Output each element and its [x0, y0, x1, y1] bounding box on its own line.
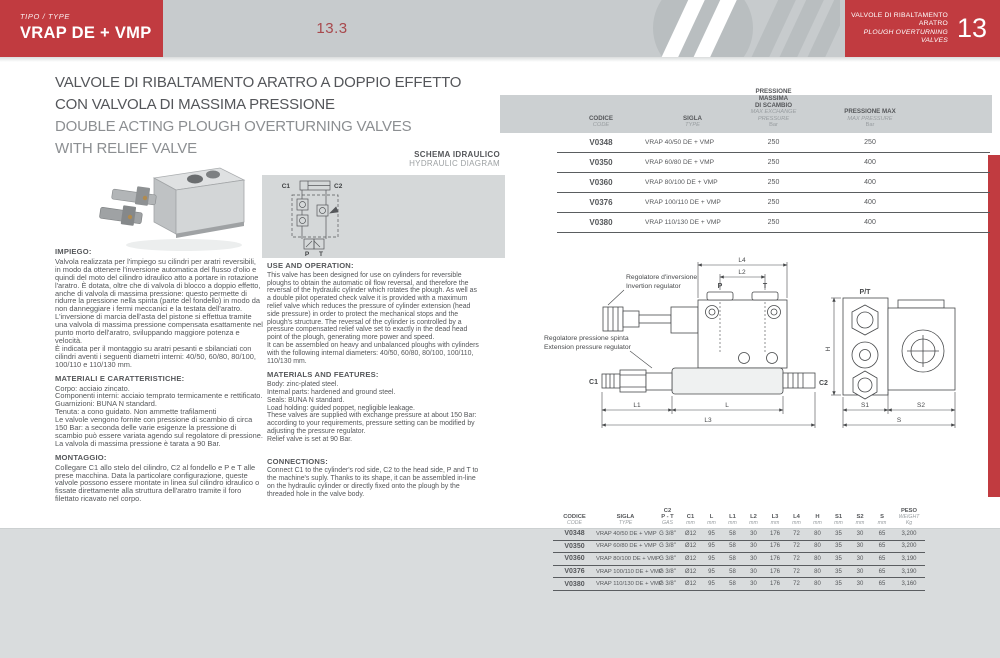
materials-line: Body: zinc-plated steel. [267, 381, 339, 389]
use-paragraph: This valve has been designed for use on cylinders for reversible ploughs to obtain the automatic oil flow reversal, and therefore the reversal of the hydraulic cylinder which rotates the plough. As well as a double pilot operated check valve it is provided with a maximum relief valve which reduces the pressure of cylinder extension (head side pressure) in order to protect the mechanical stops and the plough's structure. The reversal of the cylinder is controlled by a pressure compensated relief valve set to exactly in the dead head point of the plough, generating more power and speed. [267, 271, 477, 342]
dimension-value: 30 [750, 543, 757, 550]
header-main: S [880, 514, 884, 520]
materials-line: Load holding: guided poppet, negligible leakage. [267, 404, 415, 412]
header-sub: mm [770, 520, 780, 526]
header-sub: mm [749, 520, 758, 526]
max-pressure-value: 400 [864, 159, 876, 166]
type-header-block [0, 0, 163, 57]
valve-type: VRAP 40/50 DE + VMP [596, 530, 657, 537]
max-pressure-value: 250 [864, 139, 876, 146]
column-header-code [557, 116, 645, 129]
dim-h-label: H [825, 346, 832, 352]
column-header [764, 514, 786, 526]
header-sub: Kg [905, 520, 913, 526]
header-main: H [815, 514, 820, 520]
valve-code: V0376 [564, 568, 585, 576]
dimension-value: 80 [814, 581, 821, 588]
valve-type: VRAP 80/100 DE + VMP [645, 179, 718, 186]
header-p1-en2: PRESSURE [757, 115, 790, 122]
schema-t-label: T [319, 251, 323, 258]
inversion-regulator-label-en: Invertion regulator [626, 283, 681, 290]
schema-c2-label: C2 [334, 183, 343, 190]
header-sub: mm [855, 520, 865, 526]
valve-type: VRAP 100/110 DE + VMP [596, 568, 663, 575]
header-main: S2 [856, 514, 864, 520]
title-en-line2: WITH RELIEF VALVE [55, 140, 197, 157]
dimension-value: 30 [856, 555, 864, 562]
dim-l-label: L [725, 402, 729, 409]
exchange-pressure-value: 250 [767, 199, 780, 206]
dimension-value: 35 [835, 543, 842, 550]
dimension-value: G 3/8" [659, 568, 676, 575]
column-header [655, 508, 680, 526]
product-photo [92, 154, 270, 259]
connections-heading: CONNECTIONS: [267, 456, 329, 466]
column-header [701, 514, 722, 526]
valve-type: VRAP 60/80 DE + VMP [645, 159, 714, 166]
dimension-value: 65 [878, 530, 886, 537]
schema-label [330, 150, 500, 168]
header-sub: GAS [662, 520, 673, 526]
header-sub: mm [707, 520, 716, 526]
max-pressure-value: 400 [864, 179, 876, 186]
dimension-value: 95 [708, 581, 715, 588]
valve-code: V0360 [564, 555, 585, 563]
column-header-type [645, 116, 740, 129]
dimension-value: G 3/8" [659, 581, 676, 588]
table-row [557, 213, 990, 233]
valve-type: VRAP 100/110 DE + VMP [645, 199, 721, 206]
header-main: SIGLA [616, 514, 635, 520]
materiali-line: Tenuta: a cono guidato. Non ammette trafilamenti [55, 407, 217, 417]
exchange-pressure-value: 250 [767, 219, 780, 226]
technical-drawing [540, 252, 990, 507]
dimension-value: G 3/8" [659, 555, 676, 562]
valve-type: VRAP 60/80 DE + VMP [596, 543, 657, 550]
table-row [553, 566, 925, 579]
top-band [0, 0, 1000, 57]
table-row [557, 153, 990, 173]
valve-type: VRAP 40/50 DE + VMP [645, 139, 714, 146]
materials-line: Relief valve is set at 90 Bar. [267, 435, 353, 443]
dim-s2-label: S2 [917, 402, 925, 409]
dimension-value: 65 [878, 581, 886, 588]
dimension-value: Ø12 [684, 581, 697, 588]
column-header [680, 514, 701, 526]
valve-type: VRAP 80/100 DE + VMP [596, 555, 660, 562]
italian-text-column [55, 248, 263, 507]
dimension-value: 80 [814, 543, 821, 550]
materiali-line: Componenti interni: acciaio temprato termicamente e rettificato. [55, 391, 263, 401]
dim-s1-label: S1 [861, 402, 869, 409]
dimension-value: 72 [793, 568, 800, 575]
column-header [596, 514, 655, 526]
schema-p-label: P [304, 251, 310, 258]
table-row [553, 553, 925, 566]
use-paragraph2: It can be assembled on heavy and unbalanced ploughs with cylinders with the following internal diameters: 40/50, 60/80, 80/100, 100/110, 110/130 mm. [267, 341, 479, 365]
column-header [553, 514, 596, 526]
pressure-regulator-label-it: Regolatore pressione spinta [544, 335, 629, 342]
materiali-heading: MATERIALI E CARATTERISTICHE: [55, 373, 185, 383]
pressure-table-header [500, 88, 992, 133]
header-main: PESO [900, 508, 918, 514]
dimension-value: 80 [814, 555, 821, 562]
dimension-value: 3,190 [901, 555, 917, 562]
dimension-value: 80 [814, 530, 821, 537]
valve-code: V0350 [589, 158, 613, 167]
column-header [871, 514, 893, 526]
dimension-value: 176 [769, 530, 780, 537]
dimension-value: 30 [750, 555, 757, 562]
dimension-value: 176 [769, 555, 780, 562]
dim-l4-label: L4 [738, 257, 746, 264]
table-row [557, 133, 990, 153]
materiali-line: Corpo: acciaio zincato. [55, 383, 130, 393]
dimension-value: 65 [878, 568, 886, 575]
materials-line: Seals: BUNA N standard. [267, 396, 345, 404]
header-main: L4 [793, 514, 800, 520]
table-row [557, 173, 990, 193]
header-p2-unit: Bar [865, 122, 875, 129]
dimension-value: 72 [793, 543, 800, 550]
dim-s-label: S [896, 417, 902, 424]
header-p1-it2: DI SCAMBIO [754, 101, 793, 109]
column-header [722, 514, 743, 526]
use-heading: USE AND OPERATION: [267, 261, 354, 270]
dimension-value: 35 [835, 530, 842, 537]
dimension-value: 30 [750, 530, 757, 537]
valve-type: VRAP 110/130 DE + VMP [596, 581, 663, 588]
max-pressure-value: 400 [864, 219, 876, 226]
montaggio-paragraph: Collegare C1 allo stelo del cilindro, C2 al fondello e P e T alle prese macchina. Data la particolare configurazione, queste valvole possono essere montate in linea sul cilindro idraulico o fissate direttamente alla struttura dell'aratro tramite il foro filettato ricavato nel corpo. [55, 462, 260, 504]
dimension-value: 176 [769, 543, 780, 550]
dimension-value: 30 [856, 530, 864, 537]
header-p2-en: MAX PRESSURE [847, 115, 893, 122]
hydraulic-diagram [262, 175, 505, 258]
dimension-value: Ø12 [684, 568, 697, 575]
title-en-line1: DOUBLE ACTING PLOUGH OVERTURNING VALVES [55, 118, 412, 135]
column-header [828, 514, 849, 526]
column-header-max-pressure [807, 109, 933, 129]
materials-line: Internal parts: hardened and ground steel. [267, 388, 396, 396]
dimension-value: 65 [878, 555, 886, 562]
column-header [743, 514, 764, 526]
header-p1-it1: PRESSIONE MASSIMA [755, 88, 792, 103]
dimension-value: 3,160 [901, 581, 917, 588]
dimension-value: 30 [856, 581, 864, 588]
dimension-value: 72 [793, 581, 800, 588]
chapter-title-it: VALVOLE DI RIBALTAMENTO ARATRO [851, 11, 948, 27]
dim-l2-label: L2 [738, 269, 746, 276]
column-header [786, 514, 807, 526]
type-code: VRAP DE + VMP [20, 24, 152, 42]
valve-code: V0360 [589, 178, 613, 187]
impiego-heading: IMPIEGO: [55, 247, 92, 256]
schema-c1-label: C1 [281, 183, 290, 190]
header-main: C1 [686, 514, 695, 520]
dimension-value: 95 [708, 555, 715, 562]
dimension-value: Ø12 [684, 530, 697, 537]
header-sub: mm [686, 520, 695, 526]
column-header [893, 508, 925, 526]
dimension-value: G 3/8" [659, 530, 676, 537]
header-code-en: CODE [592, 122, 610, 129]
header-sub: mm [877, 520, 887, 526]
header-sub: mm [813, 520, 822, 526]
port-t-label: T [762, 283, 768, 290]
header-sub: mm [834, 520, 843, 526]
page-title [55, 72, 515, 160]
header-sub: mm [792, 520, 801, 526]
exchange-pressure-value: 250 [767, 179, 780, 186]
chapter-title-en: PLOUGH OVERTURNING VALVES [863, 28, 948, 44]
chapter-header-block [845, 0, 1000, 57]
title-it-line2: CON VALVOLA DI MASSIMA PRESSIONE [55, 96, 335, 113]
table-row [553, 528, 925, 541]
header-sub: WEIGHT [898, 514, 920, 520]
port-pt-label: P/T [859, 289, 871, 296]
table-row [557, 193, 990, 213]
max-pressure-value: 400 [864, 199, 876, 206]
dimension-value: 3,190 [901, 568, 917, 575]
brand-logo-icon [645, 0, 840, 57]
materials-heading: MATERIALS AND FEATURES: [267, 370, 379, 380]
valve-code: V0380 [564, 580, 585, 588]
dimension-value: 58 [729, 543, 736, 550]
schema-label-it: SCHEMA IDRAULICO [414, 150, 500, 159]
header-main: S1 [834, 514, 843, 520]
exchange-pressure-value: 250 [767, 159, 780, 166]
dimension-value: Ø12 [684, 555, 697, 562]
dimension-value: 80 [814, 568, 821, 575]
header-main: L2 [750, 514, 757, 520]
valve-type: VRAP 110/130 DE + VMP [645, 219, 721, 226]
header-type-en: TYPE [685, 122, 700, 129]
column-header [849, 514, 871, 526]
dimension-value: 30 [856, 568, 864, 575]
type-kicker: TIPO / TYPE [20, 12, 70, 21]
schema-label-en: HYDRAULIC DIAGRAM [409, 159, 500, 168]
port-p-label: P [717, 283, 723, 290]
dimension-value: 95 [708, 543, 715, 550]
dimension-value: 95 [708, 530, 715, 537]
header-main: CODICE [563, 514, 586, 520]
dimension-value: G 3/8" [659, 543, 676, 550]
header-sub: TYPE [618, 520, 633, 526]
header-code-it: CODICE [588, 114, 614, 122]
dimension-value: 72 [793, 530, 800, 537]
dimension-value: Ø12 [684, 543, 697, 550]
band-shadow [0, 57, 1000, 62]
dimension-value: 30 [750, 581, 757, 588]
valve-code: V0348 [589, 138, 613, 147]
dimension-value: 95 [708, 568, 715, 575]
port-c1-label: C1 [589, 379, 598, 386]
valve-code: V0350 [564, 542, 585, 550]
header-main: L3 [771, 514, 779, 520]
header-p1-unit: Bar [769, 122, 778, 129]
montaggio-heading: MONTAGGIO: [55, 452, 107, 462]
dimension-value: 3,200 [901, 530, 917, 537]
materials-paragraph: These valves are supplied with exchange pressure at about 150 Bar: according to your requirements, pressure setting can be modified by adjusting the pressure regulator. [267, 412, 477, 435]
header-type-it: SIGLA [683, 114, 702, 122]
chapter-titles [845, 12, 948, 46]
dimension-value: 35 [835, 568, 842, 575]
pressure-table-rows [557, 133, 990, 233]
section-number: 13.3 [316, 20, 348, 37]
dimension-value: 35 [835, 581, 842, 588]
dimension-value: 58 [729, 581, 736, 588]
port-c2-label: C2 [819, 380, 828, 387]
dimension-table-rows [553, 528, 925, 591]
dimension-value: 176 [769, 568, 780, 575]
impiego-paragraph: Valvola realizzata per l'impiego su cilindri per aratri reversibili, in modo da ottenere l'inversione automatica del flusso d'olio e quindi del moto del cilindro idraulico atto a portare in rotazione l'aratro. È dotata, oltre che di valvola di blocco a doppio effetto, anche di valvola di massima pressione: questo permette di ridurre la pressione nella spinta (parte del fondello) in modo da non danneggiare i fermi meccanici e la testata dell'aratro. L'inversione di marcia dell'asta del pistone si effettua tramite una valvola di massima pressione compensata esattamente nel punto morto dell'aratro, sviluppando maggiore potenza e velocità. [55, 256, 263, 345]
dimension-value: 30 [750, 568, 757, 575]
header-sub: mm [728, 520, 737, 526]
materiali-line: Guarnizioni: BUNA N standard. [55, 399, 157, 409]
valve-code: V0376 [589, 198, 613, 207]
dimension-value: 72 [793, 555, 800, 562]
impiego-paragraph2: È indicata per il montaggio su aratri pesanti e sbilanciati con cilindri aventi i seguenti diametri interni: 40/50, 60/80, 80/100, 100/110 e 110/130 mm. [55, 343, 256, 369]
header-main: C2 [663, 508, 672, 514]
dim-l3-label: L3 [704, 417, 712, 424]
header-main: L1 [729, 514, 736, 520]
column-header [807, 514, 828, 526]
table-row [553, 578, 925, 591]
english-text-column [267, 262, 482, 503]
connections-paragraph: Connect C1 to the cylinder's rod side, C2 to the head side, P and T to the machine's suply. Thanks to its shape, it can be assembled in-line on the hydraulic cylinder or directly fixed onto the plough by the threaded hole in the valve body. [267, 467, 479, 498]
dimension-value: 30 [856, 543, 864, 550]
dim-l1-label: L1 [633, 402, 641, 409]
column-header-exchange-pressure [740, 89, 807, 129]
header-p2-it: PRESSIONE MAX [844, 108, 896, 116]
dimension-table [553, 495, 925, 591]
header-p1-en1: MAX EXCHANGE [750, 109, 797, 116]
pressure-regulator-label-en: Extension pressure regulator [544, 344, 631, 351]
dimension-value: 65 [878, 543, 886, 550]
exchange-pressure-value: 250 [767, 139, 780, 146]
dimension-value: 58 [729, 568, 736, 575]
materiali-paragraph: Le valvole vengono fornite con pressione di scambio di circa 150 Bar: a seconda delle varie esigenze la pressione di scambio può essere variata agendo sul regolatore di pressione. La valvola di massima pressione è tarata a 90 Bar. [55, 415, 263, 448]
chapter-number: 13 [956, 13, 987, 43]
dimension-table-header [553, 495, 925, 528]
header-sub: CODE [567, 520, 582, 526]
table-row [553, 541, 925, 554]
dimension-value: 58 [729, 555, 736, 562]
valve-code: V0380 [589, 218, 613, 227]
title-it-line1: VALVOLE DI RIBALTAMENTO ARATRO A DOPPIO EFFETTO [55, 74, 462, 91]
dimension-value: 35 [835, 555, 842, 562]
dimension-value: 58 [729, 530, 736, 537]
header-main: L [709, 514, 714, 520]
header-main: P - T [661, 514, 674, 520]
dimension-value: 176 [769, 581, 780, 588]
inversion-regulator-label-it: Regolatore d'inversione [626, 274, 698, 281]
dimension-value: 3,200 [901, 543, 917, 550]
valve-code: V0348 [564, 530, 585, 538]
